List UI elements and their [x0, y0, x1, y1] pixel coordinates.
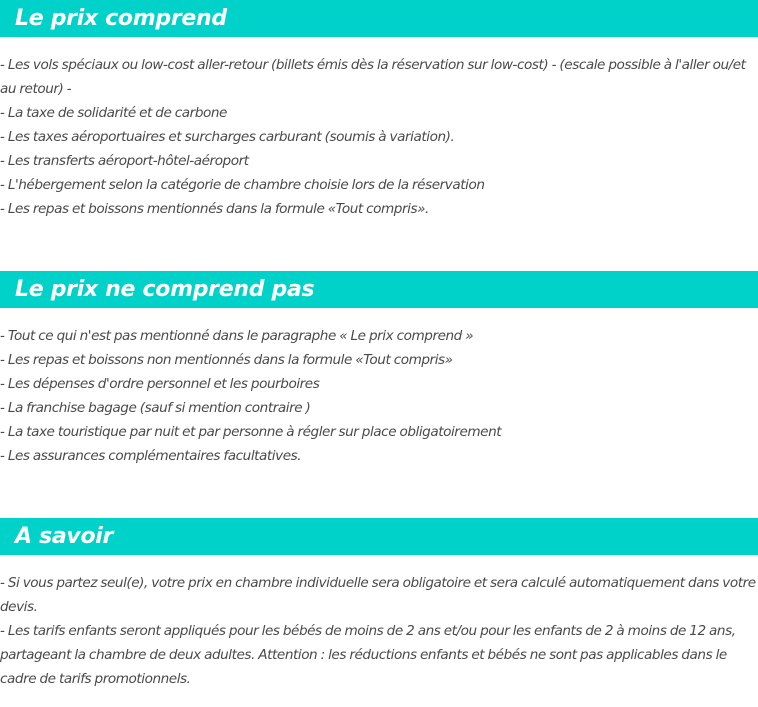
list-item: - La taxe de solidarité et de carbone — [0, 105, 227, 121]
not-included-list — [0, 324, 758, 468]
list-item: - Les transferts aéroport-hôtel-aéroport — [0, 153, 249, 169]
section-title: Le prix ne comprend pas — [15, 277, 315, 302]
list-item: - Les vols spéciaux ou low-cost aller-retour (billets émis dès la réservation sur low-cost) - (escale possible à l'aller ou/et au retour) - — [0, 57, 746, 97]
list-item: - Les assurances complémentaires facultatives. — [0, 448, 302, 464]
list-item: - Les dépenses d'ordre personnel et les pourboires — [0, 376, 320, 392]
section-title: Le prix comprend — [15, 6, 227, 31]
list-item: - La franchise bagage (sauf si mention contraire ) — [0, 400, 311, 416]
list-item: - Tout ce qui n'est pas mentionné dans le paragraphe « Le prix comprend » — [0, 328, 474, 344]
included-list — [0, 53, 758, 221]
list-item: - La taxe touristique par nuit et par personne à régler sur place obligatoirement — [0, 424, 502, 440]
list-item: - Les tarifs enfants seront appliqués pour les bébés de moins de 2 ans et/ou pour les enfants de 2 à moins de 12 ans, partageant la chambre de deux adultes. Attention : les réductions enfants et bébés ne sont pas applicables dans le cadre de tarifs promotionnels. — [0, 623, 736, 687]
list-item: - L'hébergement selon la catégorie de chambre choisie lors de la réservation — [0, 177, 485, 193]
list-item: - Si vous partez seul(e), votre prix en chambre individuelle sera obligatoire et sera calculé automatiquement dans votre devis. — [0, 575, 756, 615]
section-header-a-savoir — [0, 518, 758, 555]
section-header-le-prix-ne-comprend-pas — [0, 271, 758, 308]
section-header-le-prix-comprend — [0, 0, 758, 37]
section-title: A savoir — [15, 524, 114, 549]
list-item: - Les repas et boissons mentionnés dans la formule «Tout compris». — [0, 201, 429, 217]
good-to-know-list — [0, 571, 758, 691]
list-item: - Les repas et boissons non mentionnés dans la formule «Tout compris» — [0, 352, 453, 368]
list-item: - Les taxes aéroportuaires et surcharges carburant (soumis à variation). — [0, 129, 455, 145]
